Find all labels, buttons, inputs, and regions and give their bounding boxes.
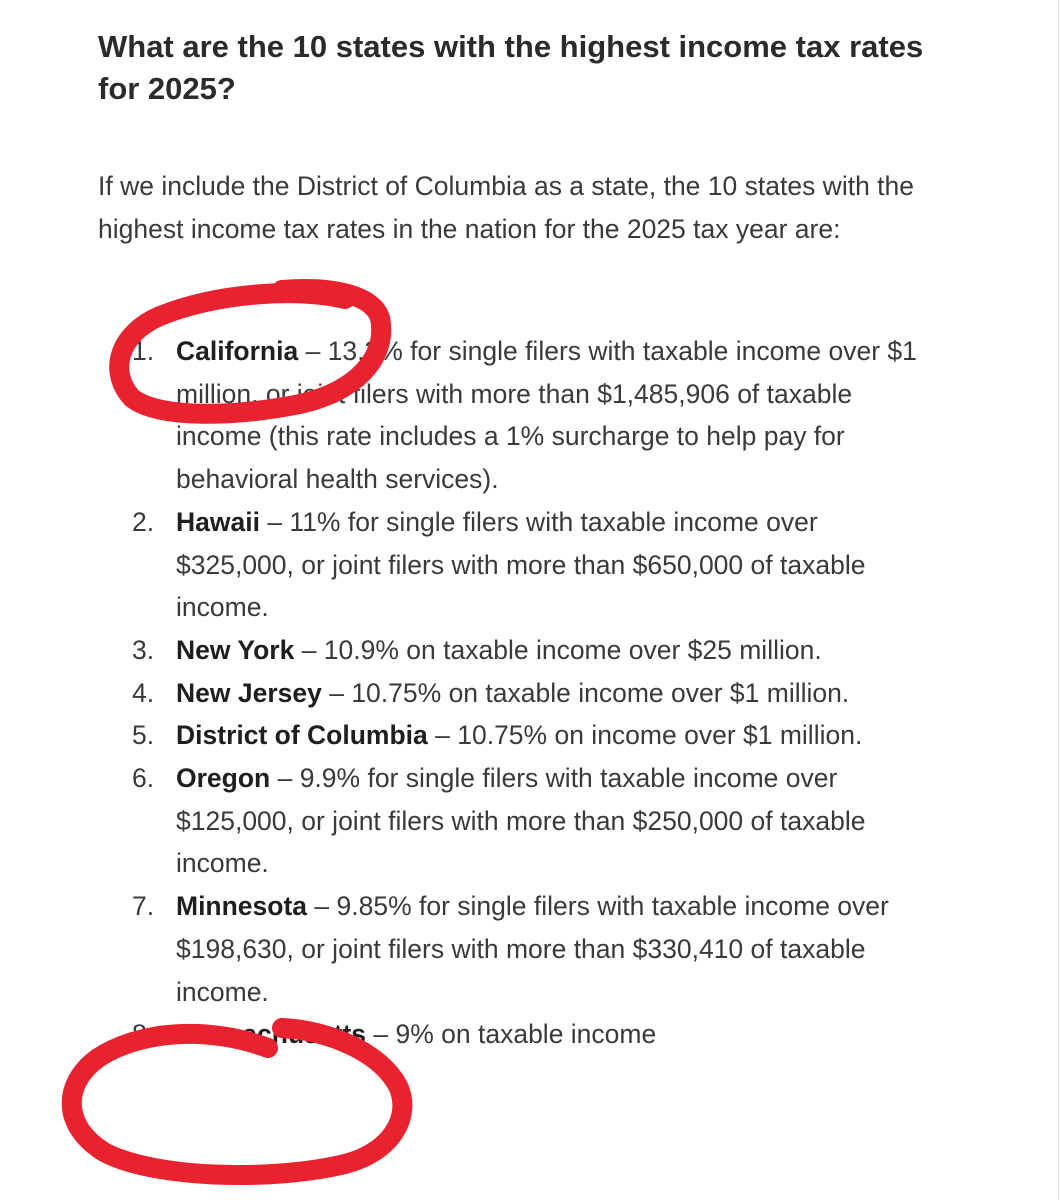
list-item-state: New York bbox=[176, 634, 295, 665]
list-item bbox=[0, 757, 1061, 885]
list-item-state: Hawaii bbox=[176, 506, 260, 537]
list-item-detail: – 11% for single filers with taxable income over $325,000, or joint filers with more than $650,000 of taxable income. bbox=[176, 506, 866, 623]
list-item-detail: – 9.85% for single filers with taxable income over $198,630, or joint filers with more than $330,410 of taxable income. bbox=[176, 891, 889, 1007]
list-item-state: District of Columbia bbox=[176, 720, 428, 751]
list-item-detail: – 13.3% for single filers with taxable income over $1 million, or joint filers with more than $1,485,906 of taxable income (this rate includes a 1% surcharge to help pay for behavioral health services). bbox=[176, 336, 917, 495]
list-item-number: 4. bbox=[132, 677, 155, 708]
list-item-number: 7. bbox=[132, 891, 155, 922]
list-item bbox=[0, 330, 1061, 501]
article-heading: What are the 10 states with the highest income tax rates for 2025? bbox=[98, 29, 924, 106]
list-item-state: Oregon bbox=[176, 763, 271, 794]
list-item-detail: – 9% on taxable income bbox=[366, 1019, 657, 1050]
list-item-detail: – 10.9% on taxable income over $25 million. bbox=[294, 634, 822, 665]
list-item-number: 6. bbox=[132, 763, 155, 794]
list-item-number: 2. bbox=[132, 506, 155, 537]
list-item-state: Minnesota bbox=[176, 891, 308, 922]
list-item-detail: – 10.75% on income over $1 million. bbox=[427, 720, 863, 751]
list-item-state: California bbox=[176, 336, 299, 366]
list-item-state: Massachusetts bbox=[176, 1019, 367, 1050]
list-item bbox=[0, 714, 1061, 757]
tax-rate-list bbox=[0, 330, 1061, 1056]
list-item-state: New Jersey bbox=[176, 677, 322, 708]
list-item bbox=[0, 501, 1061, 629]
list-item-number: 1. bbox=[132, 336, 155, 366]
list-item-detail: – 9.9% for single filers with taxable income over $125,000, or joint filers with more than $250,000 of taxable income. bbox=[176, 763, 866, 879]
list-item-number: 5. bbox=[132, 720, 155, 751]
list-item bbox=[0, 629, 1061, 672]
list-item bbox=[0, 672, 1061, 715]
list-item-detail: – 10.75% on taxable income over $1 million. bbox=[321, 677, 850, 708]
list-item bbox=[0, 1013, 1061, 1056]
list-item-number: 3. bbox=[132, 634, 155, 665]
intro-paragraph: If we include the District of Columbia as a state, the 10 states with the highest income tax rates in the nation for the 2025 tax year are: bbox=[98, 171, 915, 244]
list-item-number: 8. bbox=[132, 1019, 155, 1050]
list-item bbox=[0, 885, 1061, 1013]
